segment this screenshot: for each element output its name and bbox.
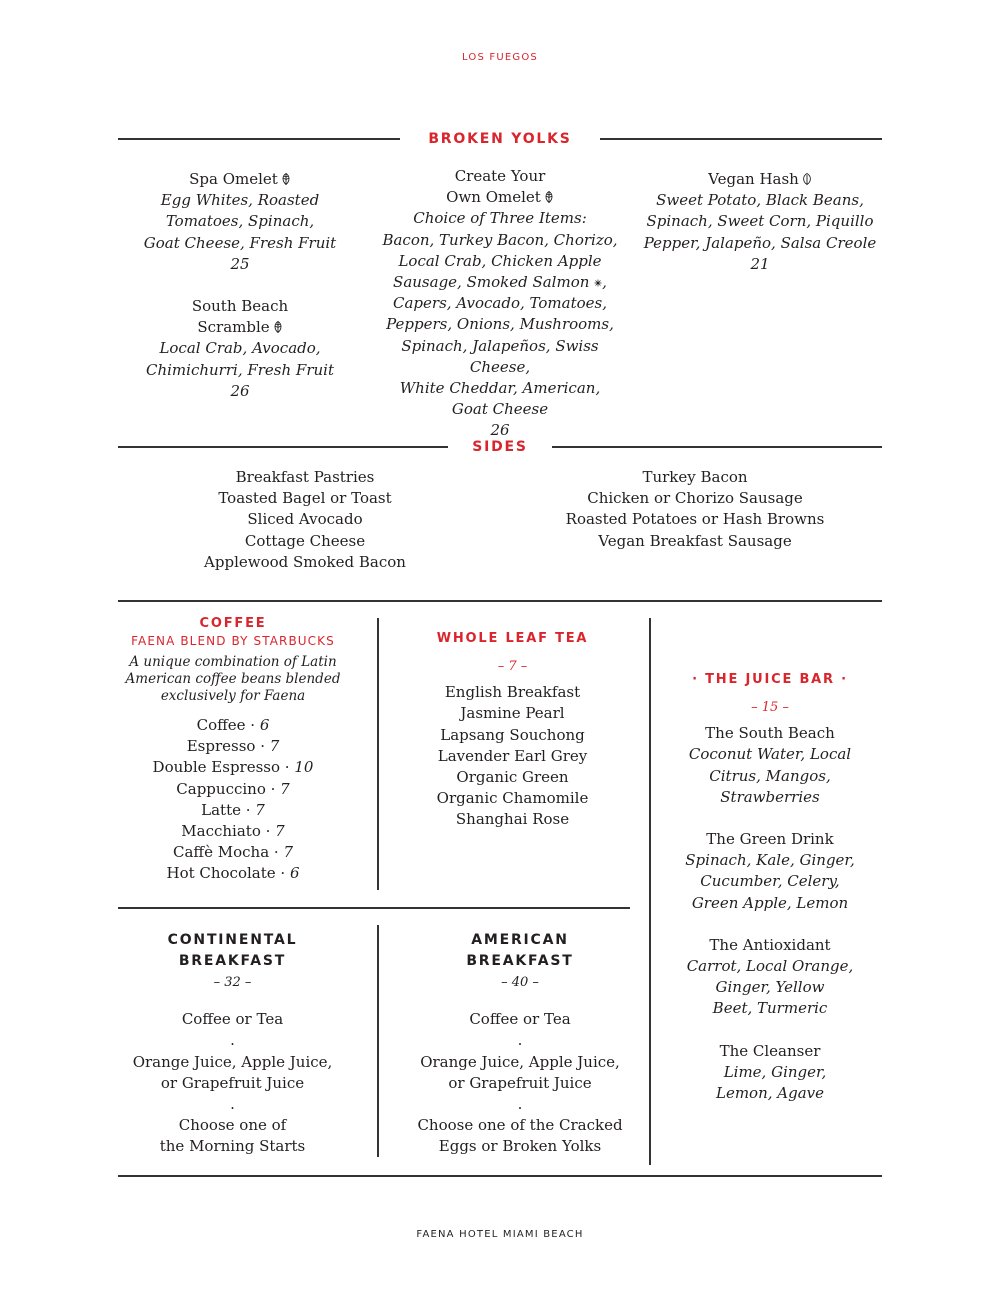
section-title-american: AMERICAN xyxy=(471,932,569,948)
item-description: Local Crab, Avocado, xyxy=(159,339,321,358)
item-price: 25 xyxy=(230,254,250,273)
vegetarian-leaf-icon xyxy=(273,321,283,333)
divider-line xyxy=(118,446,448,448)
list-item: Turkey Bacon xyxy=(642,468,748,486)
item-description: Sweet Potato, Black Beans, xyxy=(656,191,864,210)
list-item: Sliced Avocado xyxy=(247,510,363,529)
vegan-leaf-icon xyxy=(802,173,812,185)
item-description: Sausage, Smoked Salmon xyxy=(393,273,590,292)
list-item: English Breakfast xyxy=(444,683,581,702)
raw-item-asterisk-icon xyxy=(594,279,602,287)
juice-description: Coconut Water, Local xyxy=(688,745,852,764)
tea-section xyxy=(390,630,635,831)
item-name: Spa Omelet xyxy=(189,170,278,188)
juice-description: Cucumber, Celery, xyxy=(700,872,840,891)
item-description: Choice of Three Items: xyxy=(413,209,587,228)
separator-dot: . xyxy=(517,1031,523,1050)
item-description: Goat Cheese xyxy=(451,400,549,419)
divider-line xyxy=(118,907,630,909)
juice-description: Spinach, Kale, Ginger, xyxy=(685,851,855,870)
list-item: Lapsang Souchong xyxy=(440,725,585,744)
vegetarian-leaf-icon xyxy=(281,173,291,185)
divider-line xyxy=(600,138,882,140)
item-name: South Beach xyxy=(191,297,289,315)
item-description: Chimichurri, Fresh Fruit xyxy=(146,360,334,379)
list-item: Jasmine Pearl xyxy=(460,704,565,723)
item-description: Pepper, Jalapeño, Salsa Creole xyxy=(643,233,877,252)
list-item: Lavender Earl Grey xyxy=(437,746,588,765)
list-item: Vegan Breakfast Sausage xyxy=(598,531,792,550)
list-item: Latte · 7 xyxy=(201,800,265,819)
divider-line xyxy=(118,600,882,602)
divider-line xyxy=(552,446,882,448)
section-title-sides: SIDES xyxy=(472,439,528,455)
juice-bar-section xyxy=(655,671,885,1104)
section-title-coffee: COFFEE xyxy=(199,616,267,631)
menu-item-create-your-own-omelet: Create Your Own Omelet Choice of Three Items: Bacon, Turkey Bacon, Chorizo, Local Crab, Chicken Apple Sausage, Smoked Salmon , Capers, Avocado, Tomatoes, Peppers, Onions, Mushrooms, Spinach, Jalapeños, Swiss Cheese, White Cheddar, American, Goat Cheese 26 xyxy=(370,166,630,442)
list-item: Orange Juice, Apple Juice, xyxy=(132,1052,333,1071)
item-price: 26 xyxy=(230,381,250,400)
list-item: Cappuccino · 7 xyxy=(176,779,290,798)
juice-description: Lemon, Agave xyxy=(715,1084,825,1103)
section-title-juice-bar: · THE JUICE BAR · xyxy=(692,672,848,687)
list-item: Caffè Mocha · 7 xyxy=(173,843,293,862)
item-name: Own Omelet xyxy=(446,188,541,207)
tea-price: – 7 – xyxy=(497,659,528,674)
list-item: Macchiato · 7 xyxy=(181,822,285,841)
list-item: Choose one of xyxy=(178,1116,287,1135)
sides-list-right xyxy=(555,467,835,552)
list-item: Coffee · 6 xyxy=(196,716,270,734)
item-description: Peppers, Onions, Mushrooms, xyxy=(386,315,614,334)
juice-name: The Green Drink xyxy=(706,830,834,849)
menu-footer: FAENA HOTEL MIAMI BEACH xyxy=(416,1229,584,1240)
list-item: the Morning Starts xyxy=(159,1137,306,1156)
list-item: Orange Juice, Apple Juice, xyxy=(420,1052,620,1071)
list-item: Organic Chamomile xyxy=(436,789,589,808)
list-item: Choose one of the Cracked xyxy=(417,1116,623,1135)
list-item: Cottage Cheese xyxy=(244,531,366,550)
juice-description: Ginger, Yellow xyxy=(715,978,825,997)
juice-description: Carrot, Local Orange, xyxy=(686,957,854,976)
item-description: Egg Whites, Roasted xyxy=(160,191,320,210)
continental-breakfast-section xyxy=(115,930,350,1158)
sides-list-left xyxy=(170,467,440,573)
list-item: Roasted Potatoes or Hash Browns xyxy=(565,510,825,529)
section-title-tea: WHOLE LEAF TEA xyxy=(436,631,589,646)
list-item: Toasted Bagel or Toast xyxy=(218,489,392,508)
list-item: Espresso · 7 xyxy=(186,737,280,756)
juice-description: Citrus, Mangos, xyxy=(709,766,831,785)
menu-item-vegan-hash xyxy=(630,169,890,275)
vegetarian-leaf-icon xyxy=(544,191,554,203)
juice-description: Green Apple, Lemon xyxy=(691,893,849,912)
section-title-american: BREAKFAST xyxy=(466,953,574,969)
juice-description: Strawberries xyxy=(720,787,820,806)
section-title-broken-yolks: BROKEN YOLKS xyxy=(428,131,572,147)
list-item: Double Espresso · 10 xyxy=(152,758,314,777)
list-item: Coffee or Tea xyxy=(181,1010,284,1029)
item-description: White Cheddar, American, xyxy=(399,379,601,398)
menu-header: LOS FUEGOS xyxy=(462,52,538,63)
divider-line xyxy=(118,138,400,140)
coffee-description: exclusively for Faena xyxy=(160,688,306,704)
list-item: Eggs or Broken Yolks xyxy=(438,1137,602,1156)
item-price: 21 xyxy=(750,254,770,273)
item-description: Local Crab, Chicken Apple xyxy=(398,251,602,270)
juice-description: Beet, Turmeric xyxy=(712,999,828,1018)
divider-line xyxy=(377,925,379,1157)
juice-name: The South Beach xyxy=(705,724,835,743)
list-item: Applewood Smoked Bacon xyxy=(204,552,406,571)
item-description: Spinach, Sweet Corn, Piquillo xyxy=(646,212,874,231)
juice-name: The Cleanser xyxy=(719,1041,821,1060)
item-description: Goat Cheese, Fresh Fruit xyxy=(143,233,337,252)
list-item: Shanghai Rose xyxy=(455,810,570,829)
menu-item-spa-omelet xyxy=(120,169,360,275)
item-description: Bacon, Turkey Bacon, Chorizo, xyxy=(382,230,618,249)
separator-dot: . xyxy=(230,1031,235,1050)
list-item: Hot Chocolate · 6 xyxy=(166,864,300,883)
juice-bar-price: – 15 – xyxy=(751,700,789,715)
continental-price: – 32 – xyxy=(213,975,252,990)
coffee-subtitle: FAENA BLEND BY STARBUCKS xyxy=(131,634,335,648)
list-item: Breakfast Pastries xyxy=(235,468,375,486)
juice-description: Lime, Ginger, xyxy=(723,1062,827,1081)
item-price: 26 xyxy=(490,421,510,440)
item-name: Create Your xyxy=(454,167,546,185)
list-item: or Grapefruit Juice xyxy=(160,1073,305,1092)
list-item: Coffee or Tea xyxy=(469,1010,571,1029)
list-item: Chicken or Chorizo Sausage xyxy=(587,489,803,508)
list-item: Organic Green xyxy=(456,768,569,787)
american-breakfast-section xyxy=(400,930,640,1158)
item-name: Vegan Hash xyxy=(708,170,799,188)
item-description: Tomatoes, Spinach, xyxy=(165,212,315,231)
item-name: Scramble xyxy=(197,318,270,337)
separator-dot: . xyxy=(517,1095,523,1114)
divider-line xyxy=(118,1175,882,1177)
menu-item-south-beach-scramble xyxy=(120,296,360,402)
separator-dot: . xyxy=(230,1095,235,1114)
american-price: – 40 – xyxy=(501,975,539,990)
list-item: or Grapefruit Juice xyxy=(448,1073,592,1092)
divider-line xyxy=(649,618,651,1165)
section-title-continental: CONTINENTAL xyxy=(167,932,298,948)
coffee-description: A unique combination of Latin xyxy=(129,654,337,670)
coffee-section xyxy=(112,615,354,885)
coffee-description: American coffee beans blended xyxy=(125,671,341,687)
juice-name: The Antioxidant xyxy=(709,935,831,954)
section-title-continental: BREAKFAST xyxy=(178,953,287,969)
item-description: Capers, Avocado, Tomatoes, xyxy=(393,294,607,313)
item-description: Spinach, Jalapeños, Swiss Cheese, xyxy=(401,336,599,376)
divider-line xyxy=(377,618,379,890)
